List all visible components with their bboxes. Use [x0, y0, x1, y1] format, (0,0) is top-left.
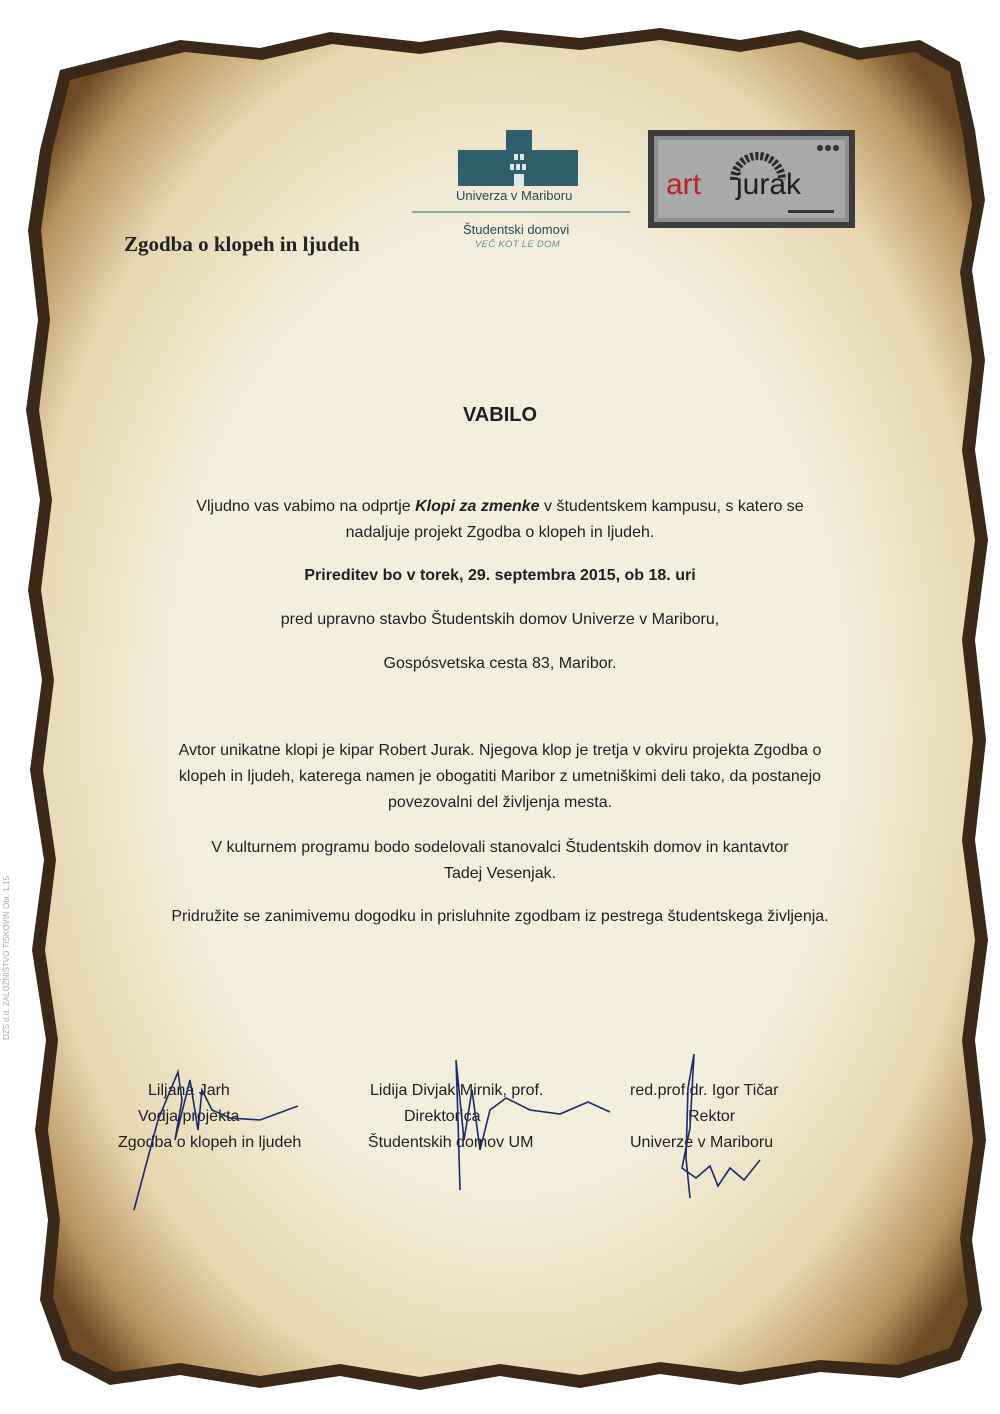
signature-role: Direktorica — [404, 1108, 481, 1125]
closing-line: Pridružite se zanimivemu dogodku in prisluhnite zgodbam iz pestrega študentskega življenja. — [171, 908, 829, 925]
program-line1: V kulturnem programu bodo sodelovali stanovalci Študentskih domov in kantavtor — [211, 839, 789, 856]
program-line2: Tadej Vesenjak. — [443, 865, 557, 882]
signature-role: Vodja projekta — [138, 1108, 240, 1125]
invitation-heading: VABILO — [462, 404, 538, 426]
university-subtitle: Študentski domovi — [463, 222, 570, 237]
program-paragraph — [80, 835, 920, 887]
event-time: Prireditev bo v torek, 29. septembra 2015, ob 18. uri — [304, 567, 696, 584]
signature-name: Lidija Divjak Mirnik, prof. — [370, 1082, 544, 1099]
author-line1: Avtor unikatne klopi je kipar Robert Jurak. Njegova klop je tretja v okviru projekta Zgodba o — [178, 742, 822, 759]
project-title: Zgodba o klopeh in ljudeh — [124, 232, 360, 256]
signature-name: Liljana Jarh — [148, 1082, 230, 1099]
university-name: Univerza v Mariboru — [456, 188, 573, 203]
signature-role: Rektor — [688, 1108, 736, 1125]
logo-art-text: art — [666, 168, 702, 201]
intro-text-after: v študentskem kampusu, s katero se — [539, 498, 804, 515]
signature-name: red.prof.dr. Igor Tičar — [630, 1082, 779, 1099]
location-line2: Gospósvetska cesta 83, Maribor. — [383, 655, 617, 672]
margin-note: DZS d.d. ZALOŽNIŠTVO TISKOVIN Obr. 1,15 — [2, 876, 11, 1040]
handwritten-signature-2 — [420, 1050, 640, 1200]
handwritten-signature-3 — [660, 1048, 800, 1208]
handwritten-signature-1 — [120, 1060, 320, 1220]
signature-org: Študentskih domov UM — [368, 1134, 534, 1151]
logo-jurak-text: jurak — [736, 168, 802, 201]
artjurak-logo — [648, 130, 855, 228]
intro-paragraph — [80, 494, 920, 546]
university-building-icon — [410, 128, 630, 228]
artjurak-logo-graphic — [648, 130, 855, 228]
intro-text-before: Vljudno vas vabimo na odprtje — [196, 498, 416, 515]
author-paragraph — [80, 738, 920, 816]
author-line2: klopeh in ljudeh, katerega namen je obogatiti Maribor z umetniškimi deli tako, da postanejo — [178, 768, 822, 785]
university-tagline: VEČ KOT LE DOM — [475, 239, 560, 250]
signature-org: Univerze v Mariboru — [630, 1134, 774, 1151]
author-line3: povezovalni del življenja mesta. — [387, 794, 613, 811]
location-line1: pred upravno stavbo Študentskih domov Univerze v Mariboru, — [280, 611, 720, 628]
intro-emphasis: Klopi za zmenke — [415, 498, 540, 515]
intro-line2: nadaljuje projekt Zgodba o klopeh in ljudeh. — [345, 524, 655, 541]
signature-org: Zgodba o klopeh in ljudeh — [118, 1134, 302, 1151]
